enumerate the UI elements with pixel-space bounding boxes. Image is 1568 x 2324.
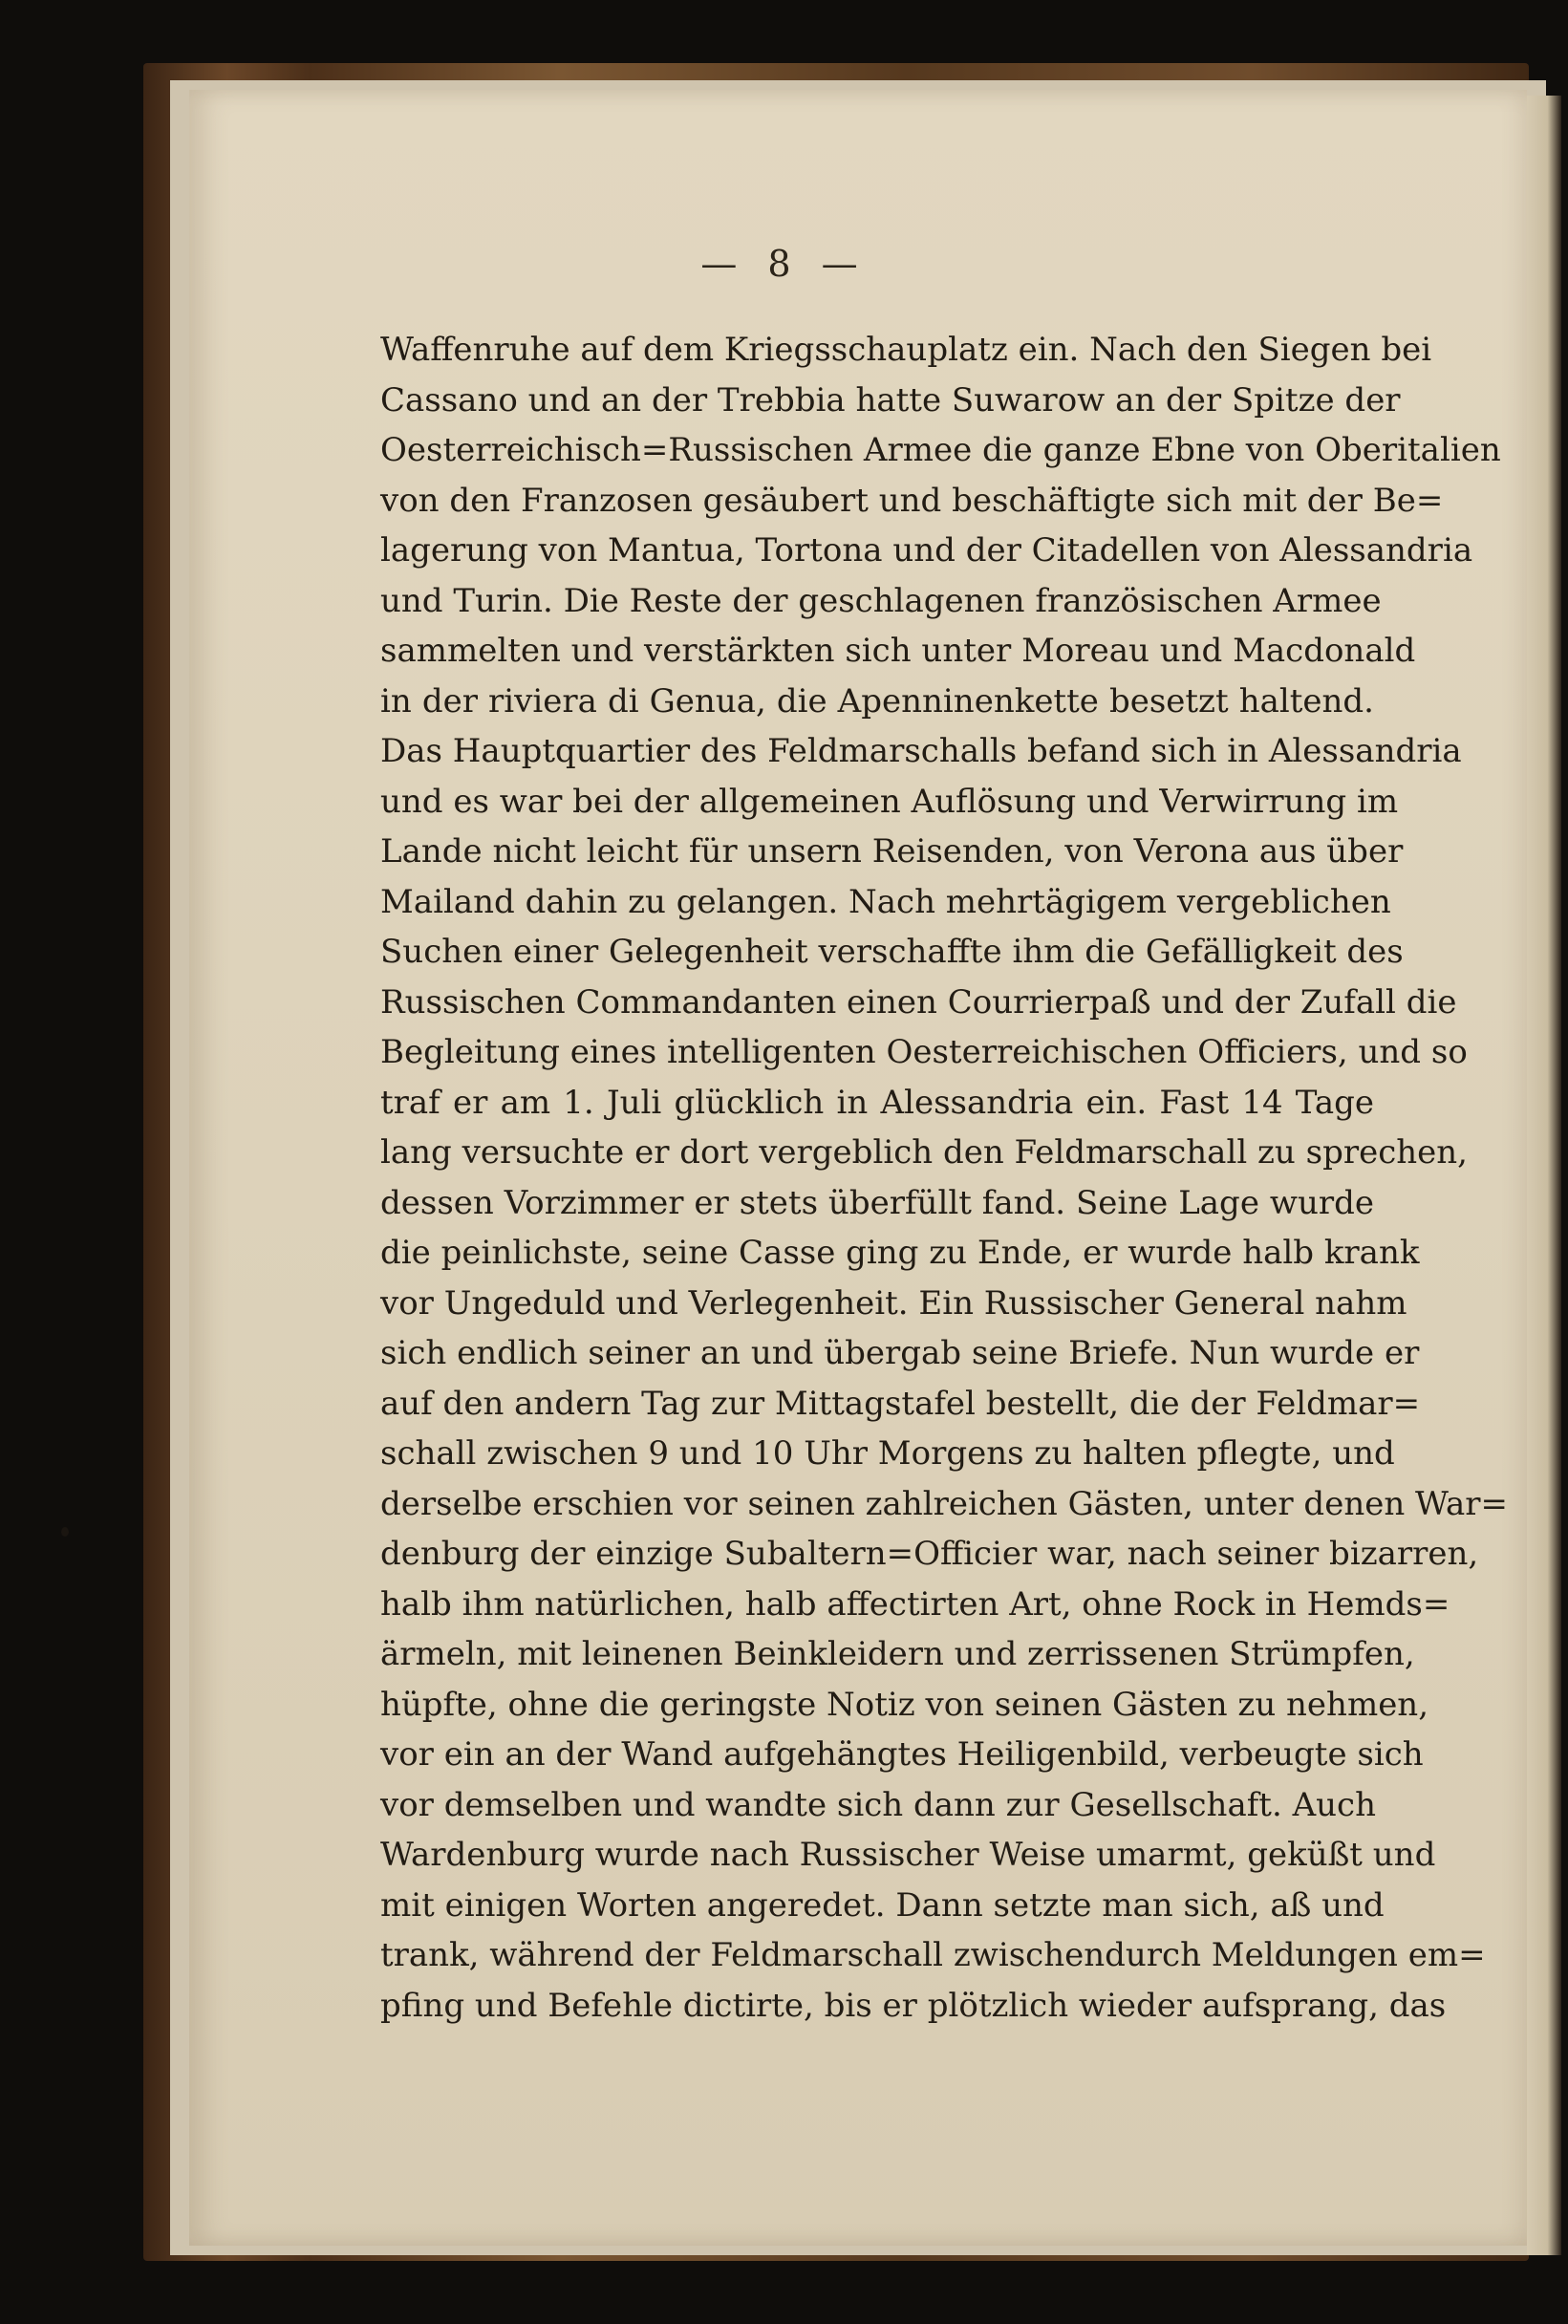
text-line: Mailand dahin zu gelangen. Nach mehrtägigem vergeblichen [380, 882, 1391, 921]
text-line: Russischen Commandanten einen Courrierpaß und der Zufall die [380, 982, 1457, 1022]
text-line: mit einigen Worten angeredet. Dann setzte man sich, aß und [380, 1885, 1385, 1925]
text-line: Suchen einer Gelegenheit verschaffte ihm die Gefälligkeit des [380, 933, 1404, 971]
text-line: und Turin. Die Reste der geschlagenen französischen Armee [380, 581, 1382, 620]
text-line: Waffenruhe auf dem Kriegsschauplatz ein. Nach den Siegen bei [380, 331, 1432, 369]
text-line: halb ihm natürlichen, halb affectirten Art, ohne Rock in Hemds= [380, 1584, 1450, 1624]
text-line: Das Hauptquartier des Feldmarschalls befand sich in Alessandria [380, 732, 1462, 770]
text-line: Cassano und an der Trebbia hatte Suwarow an der Spitze der [380, 380, 1401, 420]
text-line: derselbe erschien vor seinen zahlreichen Gästen, unter denen War= [380, 1484, 1509, 1523]
text-line: und es war bei der allgemeinen Auflösung und Verwirrung im [380, 782, 1399, 821]
text-line: vor ein an der Wand aufgehängtes Heiligenbild, verbeugte sich [380, 1735, 1424, 1774]
text-line: Begleitung eines intelligenten Oesterreichischen Officiers, und so [380, 1033, 1468, 1071]
text-line: Wardenburg wurde nach Russischer Weise umarmt, geküßt und [380, 1836, 1436, 1874]
text-line: Lande nicht leicht für unsern Reisenden, von Verona aus über [380, 832, 1404, 871]
text-line: denburg der einzige Subaltern=Officier war, nach seiner bizarren, [380, 1535, 1479, 1573]
text-line: von den Franzosen gesäubert und beschäftigte sich mit der Be= [380, 481, 1444, 520]
text-line: trank, während der Feldmarschall zwischendurch Meldungen em= [380, 1936, 1486, 1974]
text-line: Oesterreichisch=Russischen Armee die ganze Ebne von Oberitalien [380, 431, 1501, 469]
text-line: vor demselben und wandte sich dann zur Gesellschaft. Auch [380, 1785, 1376, 1824]
page-right-edge [1527, 96, 1561, 2255]
text-line: traf er am 1. Juli glücklich in Alessandria ein. Fast 14 Tage [380, 1083, 1374, 1122]
text-line: schall zwischen 9 und 10 Uhr Morgens zu halten pflegte, und [380, 1434, 1395, 1473]
page-number: — 8 — [700, 243, 868, 285]
text-line: lagerung von Mantua, Tortona und der Citadellen von Alessandria [380, 531, 1473, 570]
text-line: dessen Vorzimmer er stets überfüllt fand. Seine Lage wurde [380, 1183, 1374, 1222]
text-line: ärmeln, mit leinenen Beinkleidern und zerrissenen Strümpfen, [380, 1635, 1415, 1673]
text-line: auf den andern Tag zur Mittagstafel bestellt, die der Feldmar= [380, 1384, 1421, 1423]
text-line: sich endlich seiner an und übergab seine Briefe. Nun wurde er [380, 1334, 1420, 1372]
text-line: die peinlichste, seine Casse ging zu Ende, er wurde halb krank [380, 1234, 1420, 1272]
text-line: sammelten und verstärkten sich unter Moreau und Macdonald [380, 632, 1416, 670]
text-line: pfing und Befehle dictirte, bis er plötzlich wieder aufsprang, das [380, 1986, 1447, 2025]
text-line: in der riviera di Genua, die Apenninenkette besetzt haltend. [380, 681, 1374, 721]
text-line: lang versuchte er dort vergeblich den Feldmarschall zu sprechen, [380, 1133, 1468, 1172]
text-line: hüpfte, ohne die geringste Notiz von seinen Gästen zu nehmen, [380, 1685, 1429, 1724]
scan-speck [61, 1527, 69, 1537]
text-line: vor Ungeduld und Verlegenheit. Ein Russischer General nahm [380, 1283, 1407, 1323]
body-text [380, 325, 1509, 2031]
